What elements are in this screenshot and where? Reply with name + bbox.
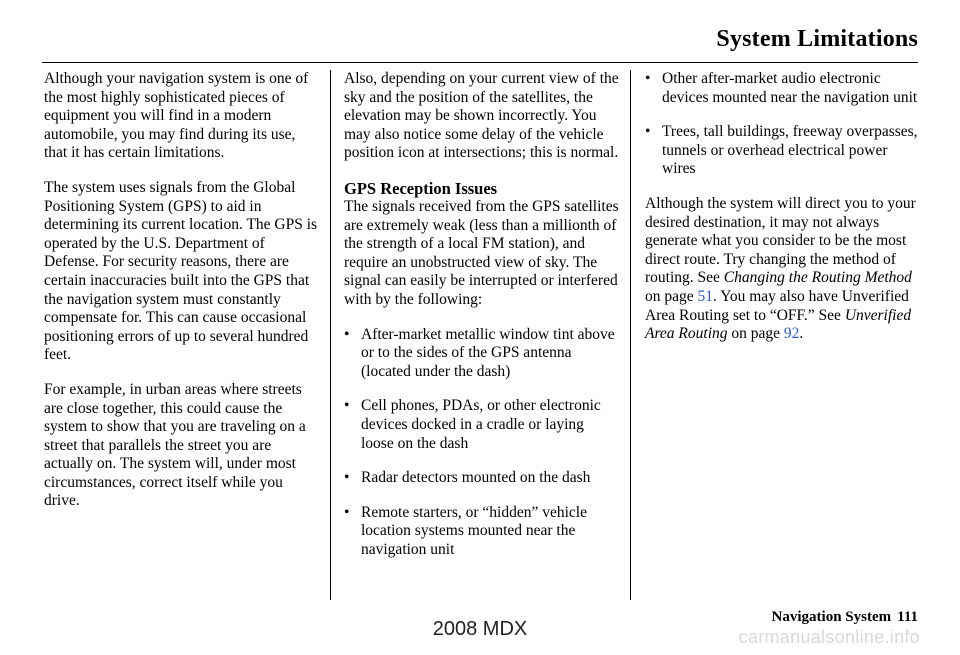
column-divider-2 <box>630 70 631 600</box>
page-link-51[interactable]: 51 <box>697 287 714 305</box>
text-run: Although the system will direct you to your desired destination, it may not always generate what you consider to be the most direct route. Try changing the method of routing. See <box>645 194 916 287</box>
footer-section: Navigation System <box>771 609 892 625</box>
column-2 <box>344 70 619 575</box>
page-link-92[interactable]: 92 <box>783 325 800 343</box>
page-title: System Limitations <box>716 26 918 52</box>
list-item: • Trees, tall buildings, freeway overpasses, tunnels or overhead electrical power wires <box>645 123 923 179</box>
model-watermark: 2008 MDX <box>432 618 528 640</box>
title-rule <box>42 62 918 63</box>
list-item: • Remote starters, or “hidden” vehicle location systems mounted near the navigation unit <box>344 504 619 560</box>
paragraph-elevation: Also, depending on your current view of the sky and the position of the satellites, the elevation may be shown incorrectly. You may also notice some delay of the vehicle position icon at intersections; this is normal. <box>344 70 619 162</box>
interference-list-continued <box>645 70 923 179</box>
page-number: 111 <box>897 609 918 625</box>
text-run: . You may also have Unverified Area Routing set to “OFF.” See <box>645 287 909 324</box>
paragraph-intro: Although your navigation system is one of the most highly sophisticated pieces of equipment you will find in a modern automobile, you may find during its use, that it has certain limitations. <box>44 70 309 162</box>
paragraph-example: For example, in urban areas where streets are close together, this could cause the system to show that you are traveling on a street that parallels the street you are actually on. The system will, under most circumstances, correct itself while you drive. <box>44 380 306 510</box>
paragraph-routing <box>645 195 923 344</box>
list-item: • Other after-market audio electronic devices mounted near the navigation unit <box>645 70 923 107</box>
text-run: on page <box>645 287 698 305</box>
paragraph-gps: The system uses signals from the Global Positioning System (GPS) to aid in determining its current location. The GPS is operated by the U.S. Department of Defense. For security reasons, there are certain inaccuracies built into the GPS that the navigation system must constantly compensate for. This can cause occasional positioning errors of up to several hundred feet. <box>44 178 318 364</box>
interference-list <box>344 326 619 560</box>
paragraph-reception: The signals received from the GPS satellites are extremely weak (less than a millionth of the strength of a local FM station), and require an unobstructed view of sky. The signal can easily be interrupted or interfered with by the following: <box>344 197 619 308</box>
link-unverified-area-routing: Unverified Area Routing <box>645 306 912 343</box>
list-item: • Radar detectors mounted on the dash <box>344 469 619 488</box>
column-1 <box>44 70 320 527</box>
text-run: . <box>799 325 804 343</box>
section-heading-gps-reception: GPS Reception Issues <box>344 178 498 198</box>
site-watermark: carmanualsonline.info <box>738 627 920 647</box>
column-divider-1 <box>330 70 331 600</box>
list-item: • Cell phones, PDAs, or other electronic devices docked in a cradle or laying loose on the dash <box>344 397 619 453</box>
column-3 <box>645 70 923 360</box>
text-run: on page <box>727 325 784 343</box>
list-item: • After-market metallic window tint above or to the sides of the GPS antenna (located under the dash) <box>344 326 619 382</box>
link-changing-routing-method: Changing the Routing Method <box>723 269 912 287</box>
